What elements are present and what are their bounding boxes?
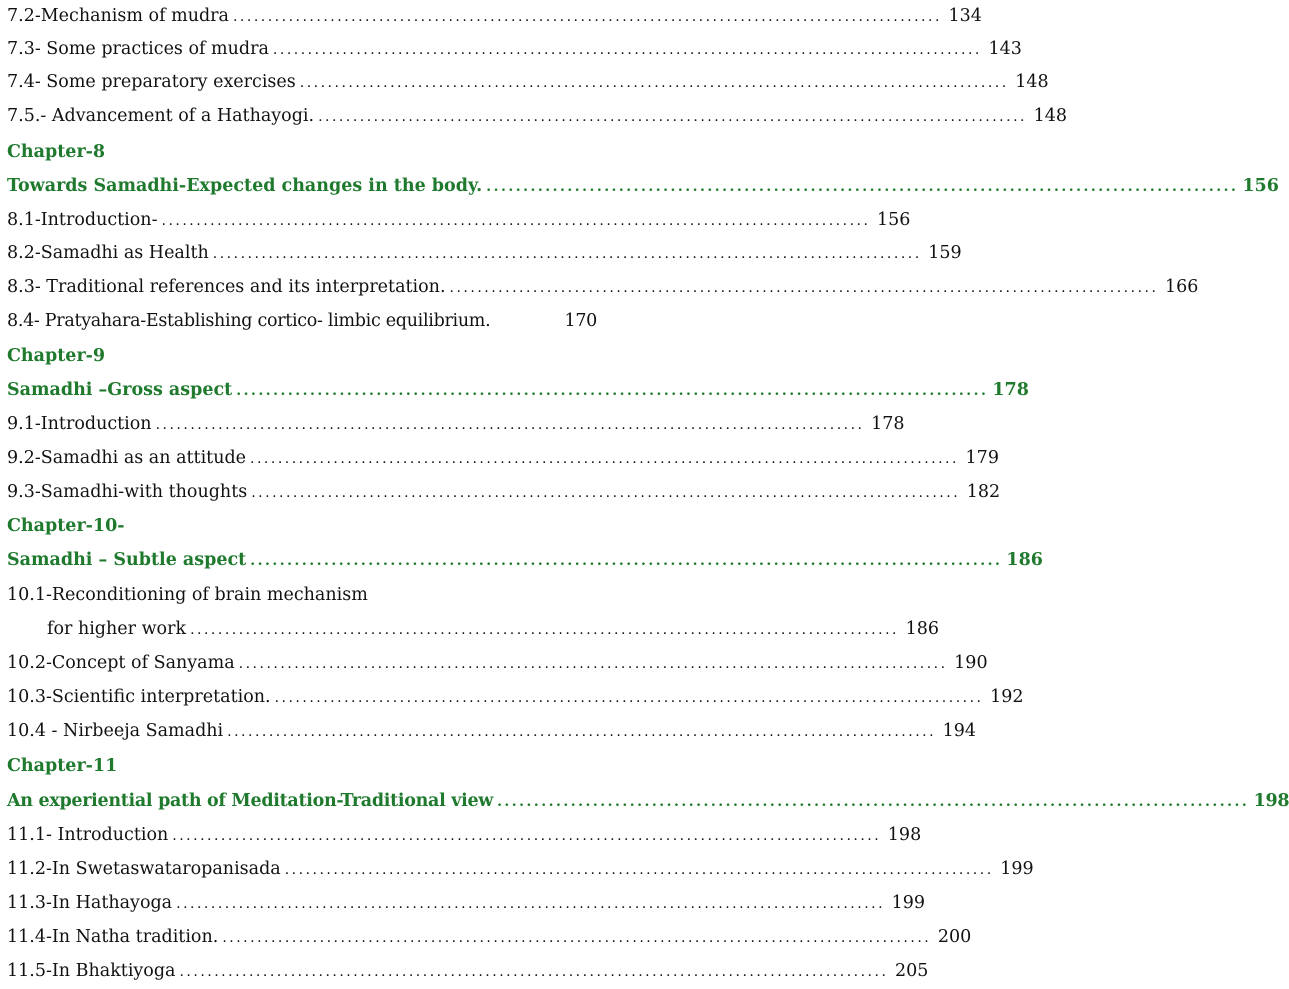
dot-leader: ...................................................................................................... [179,964,889,980]
chapter-heading: Chapter-9 [7,346,106,366]
entry-title: 8.4- Pratyahara-Establishing cortico- limbic equilibrium. [7,311,491,331]
dot-leader: ...................................................................................................... [299,75,1009,91]
dot-leader: ...................................................................................................... [284,862,994,878]
entry-page: 198 [887,825,922,845]
dot-leader: ...................................................................................................... [486,179,1239,195]
toc-entry [7,681,1024,713]
dot-leader: ...................................................................................................... [449,280,1159,296]
entry-title: for higher work [47,619,187,639]
entry-title: 10.4 - Nirbeeja Samadhi [7,721,224,741]
chapter-title: Samadhi – Subtle aspect [7,550,247,570]
entry-page: 190 [954,653,988,673]
dot-leader: ...................................................................................................... [222,930,932,946]
toc-entry [7,204,911,236]
toc-entry [7,921,972,953]
chapter-page: 178 [992,380,1029,400]
entry-page: 166 [1165,277,1199,297]
toc-entry [7,476,1001,508]
entry-title: 11.4-In Natha tradition. [7,927,219,947]
dot-leader: ...................................................................................................... [497,794,1250,810]
toc-entry [7,271,1199,303]
dot-leader: ...................................................................................................... [251,485,961,501]
chapter-heading: Chapter-8 [7,142,106,162]
dot-leader: ...................................................................................................... [272,42,982,58]
entry-title: 9.1-Introduction [7,414,152,434]
entry-page: 148 [1033,106,1067,126]
dot-leader: ...................................................................................................... [274,690,984,706]
chapter-page: 198 [1253,791,1289,811]
chapter-title: An experiential path of Meditation-Traditional view [7,791,494,811]
entry-title: 10.2-Concept of Sanyama [7,653,235,673]
chapter-title: Samadhi –Gross aspect [7,380,233,400]
entry-page: 170 [564,311,597,331]
entry-page: 156 [877,210,911,230]
entry-page: 194 [942,721,977,741]
entry-title: 9.3-Samadhi-with thoughts [7,482,248,502]
chapter-page: 156 [1242,176,1279,196]
toc-entry [7,0,982,32]
dot-leader: ...................................................................................................... [161,213,871,229]
toc-entry [7,237,962,269]
chapter-heading: Chapter-11 [7,756,118,776]
chapter-title-entry [7,374,1029,406]
toc-entry [7,955,929,987]
dot-leader: ...................................................................................................... [176,896,886,912]
dot-leader: ...................................................................................................... [236,383,989,399]
dot-leader: ...................................................................................................... [250,553,1003,569]
entry-title: 11.1- Introduction [7,825,169,845]
entry-title: 7.5.- Advancement of a Hathayogi. [7,106,315,126]
toc-entry [7,33,1022,65]
dot-leader: ...................................................................................................... [232,9,942,25]
chapter-title-entry [7,785,1289,817]
entry-title: 9.2-Samadhi as an attitude [7,448,247,468]
entry-title: 7.2-Mechanism of mudra [7,6,229,26]
entry-title: 11.5-In Bhaktiyoga [7,961,176,981]
chapter-title-entry [7,170,1279,202]
entry-title: 7.4- Some preparatory exercises [7,72,296,92]
entry-title: 8.1-Introduction- [7,210,158,230]
entry-page: 182 [966,482,1001,502]
entry-title: 10.3-Scientific interpretation. [7,687,271,707]
toc-entry [7,442,999,474]
toc-entry [7,819,922,851]
entry-title-first-line: 10.1-Reconditioning of brain mechanism [7,585,368,605]
entry-page: 199 [1000,859,1034,879]
dot-leader: ...................................................................................................... [172,828,882,844]
chapter-page: 186 [1006,550,1043,570]
entry-title: 11.3-In Hathayoga [7,893,173,913]
entry-page: 186 [905,619,939,639]
dot-leader: ...................................................................................................... [238,656,948,672]
entry-title: 8.3- Traditional references and its interpretation. [7,277,446,297]
toc-entry [7,647,988,679]
toc-entry [7,613,939,645]
entry-page: 200 [937,927,972,947]
entry-page: 199 [891,893,926,913]
dot-leader: ...................................................................................................... [212,246,922,262]
chapter-title-entry [7,544,1043,576]
entry-page: 179 [965,448,999,468]
entry-page: 148 [1015,72,1049,92]
chapter-title: Towards Samadhi-Expected changes in the body. [7,176,483,196]
toc-entry [7,853,1034,885]
entry-title: 11.2-In Swetaswataropanisada [7,859,281,879]
entry-title: 7.3- Some practices of mudra [7,39,269,59]
dot-leader: ...................................................................................................... [190,622,899,638]
dot-leader: ...................................................................................................... [318,109,1027,125]
chapter-heading: Chapter-10- [7,516,125,536]
entry-page: 205 [895,961,929,981]
dot-leader: ...................................................................................................... [250,451,959,467]
entry-page: 178 [871,414,905,434]
toc-entry [7,408,905,440]
toc-entry [7,715,977,747]
entry-page: 159 [928,243,962,263]
toc-entry [7,100,1067,132]
entry-page: 134 [948,6,982,26]
entry-page: 143 [988,39,1022,59]
dot-leader: ...................................................................................................... [227,724,937,740]
entry-title: 8.2-Samadhi as Health [7,243,209,263]
toc-entry [7,887,926,919]
toc-entry [7,66,1049,98]
toc-entry [7,305,597,337]
entry-page: 192 [990,687,1024,707]
dot-leader: ...................................................................................................... [155,417,865,433]
